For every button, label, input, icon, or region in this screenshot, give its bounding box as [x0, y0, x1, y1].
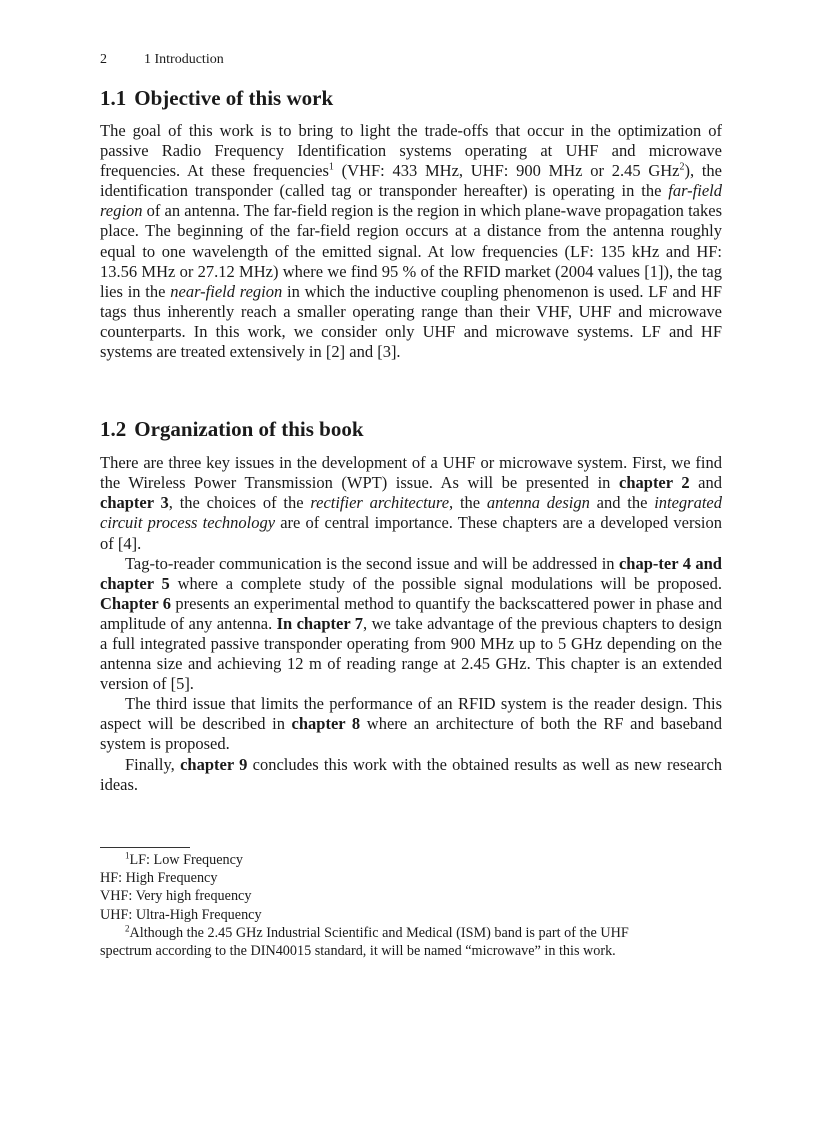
text-run: There are three key issues in the development of a UHF or microwave system. First, we find the Wireless Power Transmission (WPT) issue. As will be presented in [100, 453, 722, 493]
paragraph-organization-2 [100, 554, 722, 695]
section-number: 1.2 [100, 417, 127, 442]
emphasis-term: far-field region [100, 181, 722, 221]
footnote-line: HF: High Frequency [100, 870, 218, 887]
emphasis-term: integrated circuit process technology [100, 493, 723, 533]
chapter-ref: chapter 7 [296, 613, 364, 633]
chapter-ref: chapter 2 [619, 473, 690, 493]
paragraph-organization-3 [100, 694, 722, 754]
text-run: , we take advantage of the previous chapters to design a full integrated passive transponder operating from 900 MHz up to 5 GHz depending on the antenna size and achieving 12 m of reading range at 2.45 GHz. This chapter is an extended version of [5]. [100, 613, 722, 694]
paragraph-organization-4 [100, 755, 722, 795]
section-title: Organization of this book [134, 417, 364, 442]
footnote-line: VHF: Very high frequency [100, 888, 252, 905]
chapter-ref: chapter 9 [180, 754, 248, 774]
paragraph-organization-1 [100, 453, 722, 553]
section-heading-1-2 [100, 415, 722, 443]
section-title: Objective of this work [134, 86, 334, 110]
text-run: in which the inductive coupling phenomenon is used. LF and HF tags thus inherently reach a smaller operating range than their VHF, UHF and microwave counterparts. In this work, we consider only UHF and microwave systems. LF and HF systems are treated extensively in [2] and [3]. [100, 281, 723, 362]
running-header [100, 50, 722, 70]
text-run: of an antenna. The far-field region is the region in which plane-wave propagation takes place. The beginning of the far-field region occurs at a distance from the antenna roughly equal to one wavelength of the emitted signal. At low frequencies (LF: 135 kHz and HF: 13.56 MHz or 27.12 MHz) where we find 95 % of the RFID market (2004 values [1]), the tag lies in the [100, 201, 722, 301]
footnote-text: Although the 2.45 GHz Industrial Scientific and Medical (ISM) band is part of the UHF [129, 924, 629, 941]
footnote-ref-2: 2 [679, 161, 685, 173]
text-run: The third issue that limits the performance of an RFID system is the reader design. This aspect will be described in [100, 694, 722, 734]
text-run: and [689, 473, 722, 493]
text-run: ), the identification transponder (called tag or transponder hereafter) is operating in the [100, 161, 723, 201]
text-run: Finally, [125, 754, 181, 774]
chapter-ref: chapter 8 [291, 714, 361, 734]
text-run: are of central importance. These chapters are a developed version of [4]. [100, 513, 722, 553]
footnote-1 [100, 851, 722, 869]
bold-word: In [276, 613, 293, 633]
running-chapter-title: 1 Introduction [144, 52, 224, 67]
text-run: concludes this work with the obtained results as well as new research ideas. [100, 754, 723, 794]
text-run: (VHF: 433 MHz, UHF: 900 MHz or 2.45 GHz [333, 161, 680, 181]
footnote-2 [100, 924, 722, 942]
footnote-marker: 2 [125, 923, 130, 934]
footnote-separator [100, 847, 190, 848]
emphasis-term: rectifier architecture [310, 493, 450, 513]
text-run: , the [449, 493, 487, 513]
text-run: Tag-to-reader communication is the second issue and will be addressed in [125, 553, 619, 573]
footnote-line: UHF: Ultra-High Frequency [100, 906, 262, 923]
chapter-ref: chapter 3 [100, 493, 169, 513]
text-run: where an architecture of both the RF and baseband system is proposed. [100, 714, 722, 754]
emphasis-term: antenna design [486, 493, 590, 513]
chapter-ref: chap-ter 4 and chapter 5 [100, 553, 722, 593]
book-page [100, 50, 722, 961]
footnote-marker: 1 [125, 849, 130, 860]
footnote-text: LF: Low Frequency [129, 851, 243, 868]
footnote-line: spectrum according to the DIN40015 standard, it will be named “microwave” in this work. [100, 943, 616, 960]
text-run: and the [589, 493, 655, 513]
section-heading-1-1 [100, 84, 722, 112]
section-number: 1.1 [100, 86, 127, 110]
paragraph-objective [100, 121, 722, 362]
text-run: where a complete study of the possible signal modulations will be proposed. [169, 573, 722, 593]
chapter-ref: Chapter 6 [100, 593, 171, 613]
footnote-ref-1: 1 [328, 161, 334, 173]
text-run: presents an experimental method to quantify the backscattered power in phase and amplitude of any antenna. [100, 593, 722, 633]
footnotes [100, 851, 722, 961]
text-run: The goal of this work is to bring to light the trade-offs that occur in the optimization of passive Radio Frequency Identification systems operating at UHF and microwave frequencies. At these frequencies [100, 121, 722, 181]
page-number: 2 [100, 52, 107, 67]
text-run: , the choices of the [168, 493, 311, 513]
emphasis-term: near-field region [170, 281, 283, 301]
